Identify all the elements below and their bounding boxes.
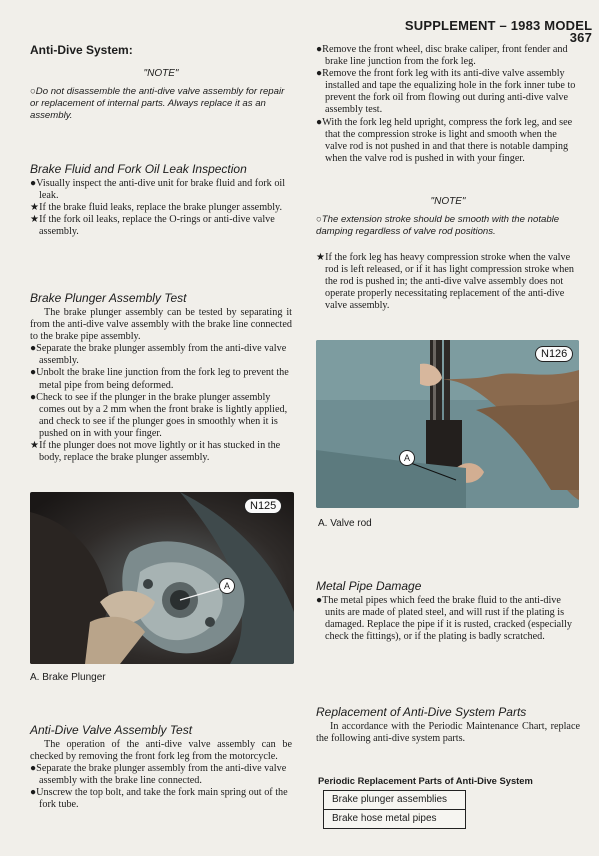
page-header <box>382 20 592 44</box>
periodic-parts-title: Periodic Replacement Parts of Anti-Dive System <box>318 775 533 786</box>
valve-test-heading: Anti-Dive Valve Assembly Test <box>30 723 193 737</box>
list-item: ●The metal pipes which feed the brake fluid to the anti-dive units are made of plated steel, and will rust if the plating is damaged. Replace the pipe if it is rusted, cracked (especially check the fittings), or if the plating is badly scratched. <box>316 595 572 643</box>
metal-pipe-heading: Metal Pipe Damage <box>316 579 422 593</box>
table-row: Brake plunger assemblies <box>332 794 448 805</box>
list-item: ●Separate the brake plunger assembly from the anti-dive valve assembly with the brake line connected. <box>30 763 287 787</box>
fluid-leak-heading: Brake Fluid and Fork Oil Leak Inspection <box>30 162 247 176</box>
callout-a-marker: A <box>219 578 235 594</box>
list-item: ★If the brake fluid leaks, replace the brake plunger assembly. <box>30 202 283 214</box>
list-item: ★If the fork oil leaks, replace the O-rings or anti-dive valve assembly. <box>30 214 275 238</box>
list-item: ●Separate the brake plunger assembly from the anti-dive valve assembly. <box>30 343 287 367</box>
list-item: ●Unbolt the brake line junction from the fork leg to prevent the metal pipe from being deformed. <box>30 367 289 391</box>
paragraph: The brake plunger assembly can be tested by separating it from the anti-dive valve assembly with the brake line connected to the brake pipe assembly. <box>30 307 292 343</box>
paragraph: In accordance with the Periodic Maintenance Chart, replace the following anti-dive system parts. <box>316 721 580 745</box>
replacement-heading: Replacement of Anti-Dive System Parts <box>316 705 527 719</box>
list-item: ★If the plunger does not move lightly or it has stucked in the body, replace the brake plunger assembly. <box>30 440 281 464</box>
figure-number-badge: N126 <box>535 346 573 362</box>
page-number: 367 <box>569 30 592 46</box>
note-text: ○Do not disassemble the anti-dive valve assembly for repair or replacement of internal parts. Always replace it as an assembly. <box>30 86 285 121</box>
fluid-leak-list <box>30 178 292 238</box>
list-item: ●Check to see if the plunger in the brake plunger assembly comes out by a 2 mm when the front brake is lightly applied, and check to see if the plunger goes in smoothly when it is pushed on in with your finger. <box>30 391 288 439</box>
list-item: ●With the fork leg held upright, compress the fork leg, and see that the compression stroke is light and smooth when the valve rod is not pushed in and that there is notable damping when the valve rod is pushed in with your finger. <box>316 116 573 164</box>
replacement-body <box>316 721 580 745</box>
plunger-test-heading: Brake Plunger Assembly Test <box>30 291 187 305</box>
list-item: ●Remove the front fork leg with its anti-dive valve assembly installed and tape the equalizing hole in the fork inner tube to prevent the fork oil from flowing out during anti-dive valve assembly test. <box>316 68 576 116</box>
figure-caption: A. Brake Plunger <box>30 672 106 683</box>
fork-test-list <box>316 44 580 165</box>
list-item: ★If the fork leg has heavy compression stroke when the valve rod is left released, or if it has light compression stroke when the rod is pushed in; the anti-dive valve assembly does not operate properly necessitating replacement of the anti-dive valve assembly. <box>316 252 574 312</box>
section-title: Anti-Dive System: <box>30 43 133 57</box>
paragraph: The operation of the anti-dive valve assembly can be checked by removing the front fork leg from the motorcycle. <box>30 739 292 763</box>
valve-rod-image <box>316 340 579 508</box>
metal-pipe-body <box>316 595 580 643</box>
brake-plunger-image <box>30 492 294 664</box>
valve-test-body <box>30 739 292 812</box>
table-row: Brake hose metal pipes <box>324 809 465 828</box>
list-item: ●Remove the front wheel, disc brake caliper, front fender and brake line junction from the fork leg. <box>316 44 568 68</box>
brake-plunger-photo <box>30 492 294 664</box>
header-title: SUPPLEMENT – 1983 MODEL <box>404 18 592 33</box>
periodic-parts-table <box>323 790 466 829</box>
figure-caption: A. Valve rod <box>318 518 372 529</box>
plunger-test-body <box>30 307 292 464</box>
note-heading: "NOTE" <box>143 68 179 79</box>
list-item: ●Unscrew the top bolt, and take the fork main spring out of the fork tube. <box>30 787 288 811</box>
note-heading: "NOTE" <box>430 196 466 207</box>
note-text: ○The extension stroke should be smooth with the notable damping regardless of valve rod positions. <box>316 214 560 237</box>
heavy-stroke-item <box>316 252 580 312</box>
figure-number-badge: N125 <box>244 498 282 514</box>
list-item: ●Visually inspect the anti-dive unit for brake fluid and fork oil leak. <box>30 178 286 202</box>
callout-a-marker: A <box>399 450 415 466</box>
valve-rod-photo <box>316 340 579 508</box>
